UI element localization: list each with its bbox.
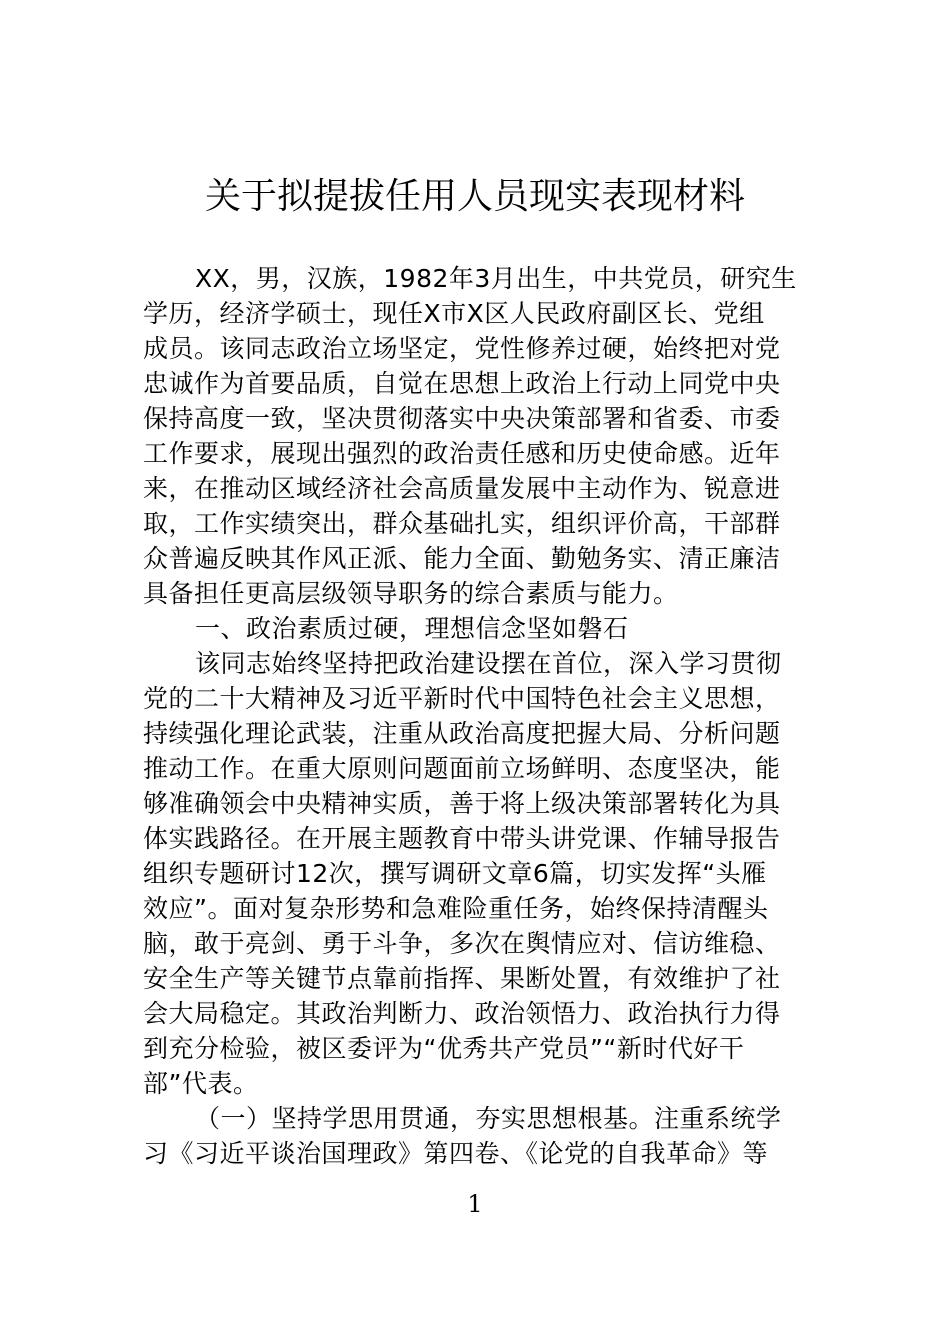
text-line: XX，男，汉族，1982年3月出生，中共党员，研究生 [195, 264, 797, 293]
text-line: （一）坚持学思用贯通，夯实思想根基。注重系统学 [195, 1104, 782, 1133]
document-title: 关于拟提拔任用人员现实表现材料 [204, 176, 745, 217]
text-line: 工作要求，展现出强烈的政治责任感和历史使命感。近年 [143, 439, 781, 468]
text-line: 习《习近平谈治国理政》第四卷、《论党的自我革命》等 [143, 1139, 769, 1168]
text-line: 推动工作。在重大原则问题面前立场鲜明、态度坚决，能 [143, 754, 781, 783]
text-line: 党的二十大精神及习近平新时代中国特色社会主义思想， [143, 684, 781, 713]
text-line: 具备担任更高层级领导职务的综合素质与能力。 [143, 579, 679, 608]
text-line: 成员。该同志政治立场坚定，党性修养过硬，始终把对党 [143, 334, 781, 363]
text-line: 到充分检验，被区委评为“优秀共产党员”“新时代好干 [143, 1034, 745, 1063]
text-line: 会大局稳定。其政治判断力、政治领悟力、政治执行力得 [143, 999, 781, 1028]
text-line: 体实践路径。在开展主题教育中带头讲党课、作辅导报告 [143, 824, 781, 853]
text-line: 部”代表。 [143, 1069, 259, 1098]
text-line: 取，工作实绩突出，群众基础扎实，组织评价高，干部群 [143, 509, 781, 538]
text-line: 众普遍反映其作风正派、能力全面、勤勉务实、清正廉洁 [143, 544, 781, 573]
text-line: 够准确领会中央精神实质，善于将上级决策部署转化为具 [143, 789, 781, 818]
text-line: 效应”。面对复杂形势和急难险重任务，始终保持清醒头 [143, 894, 769, 923]
document-body [143, 261, 811, 1171]
text-line: 持续强化理论武装，注重从政治高度把握大局、分析问题 [143, 719, 781, 748]
text-line: 组织专题研讨12次，撰写调研文章6篇，切实发挥“头雁 [143, 859, 767, 888]
text-line: 来，在推动区域经济社会高质量发展中主动作为、锐意进 [143, 474, 781, 503]
text-line: 脑，敢于亮剑、勇于斗争，多次在舆情应对、信访维稳、 [143, 929, 781, 958]
text-line: 该同志始终坚持把政治建设摆在首位，深入学习贯彻 [195, 649, 782, 678]
text-line: 保持高度一致，坚决贯彻落实中央决策部署和省委、市委 [143, 404, 781, 433]
page-number: 1 [467, 1190, 483, 1218]
text-line: 安全生产等关键节点靠前指挥、果断处置，有效维护了社 [143, 964, 781, 993]
text-line: 忠诚作为首要品质，自觉在思想上政治上行动上同党中央 [143, 369, 781, 398]
text-line: 一、政治素质过硬，理想信念坚如磐石 [195, 614, 629, 643]
text-line: 学历，经济学硕士，现任X市X区人民政府副区长、党组 [143, 299, 765, 328]
